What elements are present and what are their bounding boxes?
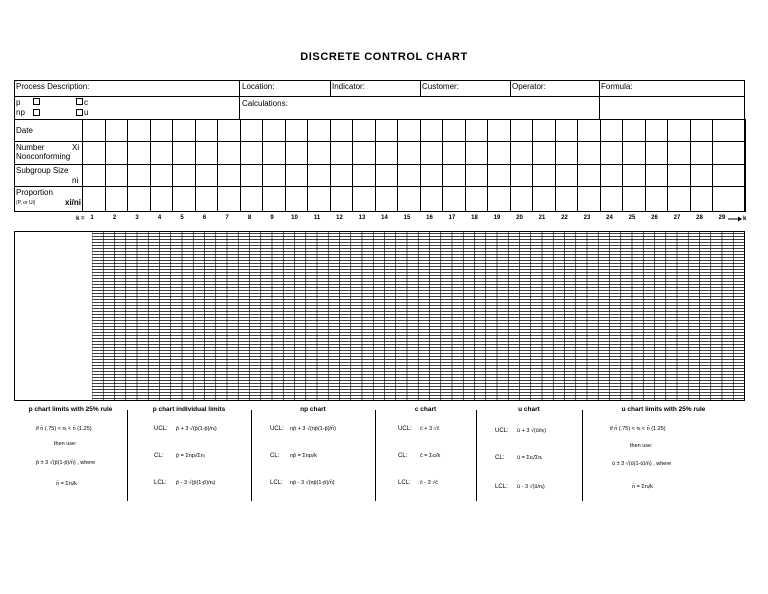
- c-cl-label: CL:: [398, 453, 408, 459]
- number-cell[interactable]: [375, 141, 398, 164]
- proportion-cell[interactable]: [577, 186, 600, 212]
- number-cell[interactable]: [465, 141, 488, 164]
- proportion-cell[interactable]: [195, 186, 218, 212]
- np-cl-label: CL:: [270, 453, 280, 459]
- proportion-cell[interactable]: [622, 186, 645, 212]
- number-cell[interactable]: [217, 141, 240, 164]
- proportion-row-sublabel: (P, or Ui): [16, 200, 36, 206]
- k-number: 28: [696, 215, 703, 221]
- c-cl: c̄ = Σcᵢ/k: [420, 453, 441, 459]
- p25-limit: p̄ ± 3 √(p̄(1-p̄)/n̄) , where: [36, 460, 96, 466]
- u-ucl: ū + 3 √(ū/nᵢ): [517, 428, 547, 434]
- date-cell[interactable]: [667, 119, 690, 141]
- proportion-cell[interactable]: [240, 186, 263, 212]
- subgroup-cell[interactable]: [487, 164, 510, 186]
- number-cell[interactable]: [600, 141, 623, 164]
- number-cell[interactable]: [397, 141, 420, 164]
- number-row-symbol: Xi: [72, 143, 80, 152]
- subgroup-row-symbol: ni: [72, 176, 79, 185]
- np-lcl: np̄ - 3 √(np̄(1-p̄)/n̄): [290, 480, 335, 486]
- proportion-cell[interactable]: [555, 186, 578, 212]
- subgroup-cell[interactable]: [195, 164, 218, 186]
- proportion-cell[interactable]: [465, 186, 488, 212]
- k-number: 13: [358, 215, 366, 221]
- date-cell[interactable]: [150, 119, 173, 141]
- proportion-cell[interactable]: [217, 186, 240, 212]
- subgroup-cell[interactable]: [172, 164, 195, 186]
- pind-lcl: p̄ - 3 √(p̄(1-p̄)/nᵢ): [176, 480, 216, 486]
- customer-label: Customer:: [422, 82, 459, 91]
- pind-title: p chart individual limits: [152, 406, 226, 413]
- operator-label: Operator:: [512, 82, 546, 91]
- date-cell[interactable]: [307, 119, 330, 141]
- subgroup-cell[interactable]: [262, 164, 285, 186]
- chart-type-p-checkbox[interactable]: [33, 98, 40, 105]
- k-number: 22: [561, 215, 568, 221]
- proportion-cell[interactable]: [487, 186, 510, 212]
- proportion-cell[interactable]: [442, 186, 465, 212]
- proportion-cell[interactable]: [375, 186, 398, 212]
- date-cell[interactable]: [532, 119, 555, 141]
- k-number: 16: [426, 215, 433, 221]
- k-number: 5: [180, 215, 184, 221]
- date-cell[interactable]: [105, 119, 128, 141]
- subgroup-cell[interactable]: [352, 164, 375, 186]
- k-number: 10: [291, 215, 298, 221]
- k-number: 21: [538, 215, 546, 221]
- p25-nbar: n̄ = Σnᵢ/k: [56, 481, 77, 487]
- date-cell[interactable]: [352, 119, 375, 141]
- pind-cl: p̄ = Σnpᵢ/Σnᵢ: [176, 453, 205, 459]
- indicator-label: Indicator:: [332, 82, 365, 91]
- subgroup-cell[interactable]: [240, 164, 263, 186]
- date-cell[interactable]: [195, 119, 218, 141]
- pind-ucl: p̄ + 3 √(p̄(1-p̄)/nᵢ): [176, 426, 217, 432]
- k-number: 7: [225, 215, 229, 221]
- number-cell[interactable]: [645, 141, 668, 164]
- u25-then: then use:: [630, 443, 653, 449]
- proportion-cell[interactable]: [712, 186, 735, 212]
- subgroup-cell[interactable]: [555, 164, 578, 186]
- k-number: 27: [673, 215, 681, 221]
- pind-cl-label: CL:: [154, 453, 164, 459]
- k-number: 8: [247, 215, 252, 221]
- date-cell[interactable]: [397, 119, 420, 141]
- subgroup-cell[interactable]: [712, 164, 735, 186]
- u25-nbar: n̄ = Σnᵢ/k: [632, 484, 653, 490]
- number-cell[interactable]: [262, 141, 285, 164]
- u-lcl-label: LCL:: [495, 484, 508, 490]
- chart-type-np-checkbox[interactable]: [33, 109, 40, 116]
- k-number: 18: [471, 215, 478, 221]
- number-cell[interactable]: [82, 141, 105, 164]
- proportion-row-label: Proportion: [16, 188, 53, 197]
- number-cell[interactable]: [622, 141, 645, 164]
- number-cell[interactable]: [330, 141, 353, 164]
- k-number: 19: [493, 215, 501, 221]
- k-number: 1: [90, 215, 94, 221]
- number-cell[interactable]: [555, 141, 578, 164]
- p25-title: p chart limits with 25% rule: [28, 406, 113, 413]
- calculations-label: Calculations:: [242, 99, 288, 108]
- date-cell[interactable]: [217, 119, 240, 141]
- number-cell[interactable]: [712, 141, 735, 164]
- k-number: 2: [112, 215, 117, 221]
- number-cell[interactable]: [667, 141, 690, 164]
- np-cl: np̄ = Σnpᵢ/k: [290, 453, 318, 459]
- date-cell[interactable]: [555, 119, 578, 141]
- date-cell[interactable]: [240, 119, 263, 141]
- number-cell[interactable]: [420, 141, 443, 164]
- column-divider: [745, 119, 746, 212]
- number-cell[interactable]: [690, 141, 713, 164]
- subgroup-cell[interactable]: [442, 164, 465, 186]
- proportion-cell[interactable]: [397, 186, 420, 212]
- number-cell[interactable]: [442, 141, 465, 164]
- subgroup-cell[interactable]: [82, 164, 105, 186]
- plot-grid[interactable]: [92, 231, 745, 401]
- subgroup-cell[interactable]: [420, 164, 443, 186]
- date-cell[interactable]: [510, 119, 533, 141]
- number-row-label-1: Number: [16, 143, 45, 152]
- proportion-cell[interactable]: [307, 186, 330, 212]
- date-cell[interactable]: [600, 119, 623, 141]
- proportion-row-symbol: xi/ni: [65, 198, 82, 207]
- chart-type-u-label: u: [84, 108, 89, 117]
- k-end-label: k: [743, 216, 747, 222]
- process-description-label: Process Description:: [16, 82, 90, 91]
- chart-type-c-checkbox[interactable]: [76, 98, 83, 105]
- location-label: Location:: [242, 82, 275, 91]
- number-cell[interactable]: [532, 141, 555, 164]
- c-ucl: c̄ + 3 √c̄: [420, 426, 440, 432]
- number-cell[interactable]: [195, 141, 218, 164]
- proportion-cell[interactable]: [127, 186, 150, 212]
- formula-label: Formula:: [601, 82, 633, 91]
- k-arrow-icon: [728, 215, 742, 223]
- number-cell[interactable]: [510, 141, 533, 164]
- number-cell[interactable]: [577, 141, 600, 164]
- pind-lcl-label: LCL:: [154, 480, 167, 486]
- u-cl-label: CL:: [495, 455, 505, 461]
- date-cell[interactable]: [690, 119, 713, 141]
- subgroup-cell[interactable]: [600, 164, 623, 186]
- p25-then: then use:: [54, 441, 77, 447]
- k-number: 3: [135, 215, 139, 221]
- subgroup-cell[interactable]: [375, 164, 398, 186]
- k-label: k =: [76, 216, 85, 222]
- proportion-cell[interactable]: [510, 186, 533, 212]
- k-number: 23: [583, 215, 591, 221]
- date-row-label: Date: [16, 126, 33, 135]
- number-row-label-2: Nonconforming: [16, 152, 71, 161]
- proportion-cell[interactable]: [352, 186, 375, 212]
- proportion-cell[interactable]: [150, 186, 173, 212]
- number-cell[interactable]: [150, 141, 173, 164]
- u25-limit: ū ± 3 √(ū(1-ū)/n̄) , where: [612, 461, 672, 467]
- subgroup-row-label: Subgroup Size: [16, 166, 69, 175]
- subgroup-cell[interactable]: [150, 164, 173, 186]
- proportion-cell[interactable]: [420, 186, 443, 212]
- subgroup-cell[interactable]: [105, 164, 128, 186]
- k-number: 9: [270, 215, 274, 221]
- number-cell[interactable]: [307, 141, 330, 164]
- date-cell[interactable]: [127, 119, 150, 141]
- k-number: 6: [202, 215, 207, 221]
- pind-ucl-label: UCL:: [154, 426, 168, 432]
- date-cell[interactable]: [465, 119, 488, 141]
- subgroup-cell[interactable]: [645, 164, 668, 186]
- chart-type-u-checkbox[interactable]: [76, 109, 83, 116]
- k-number: 29: [718, 215, 726, 221]
- proportion-cell[interactable]: [262, 186, 285, 212]
- proportion-cell[interactable]: [285, 186, 308, 212]
- proportion-cell[interactable]: [330, 186, 353, 212]
- k-number: 26: [651, 215, 658, 221]
- number-cell[interactable]: [105, 141, 128, 164]
- c-lcl: c̄ - 3 √c̄: [420, 480, 438, 486]
- proportion-cell[interactable]: [172, 186, 195, 212]
- k-number: 4: [157, 215, 162, 221]
- chart-type-p-label: p: [16, 98, 21, 107]
- k-number: 17: [448, 215, 456, 221]
- np-lcl-label: LCL:: [270, 480, 283, 486]
- date-cell[interactable]: [420, 119, 443, 141]
- date-cell[interactable]: [622, 119, 645, 141]
- chart-type-np-label: np: [16, 108, 25, 117]
- subgroup-cell[interactable]: [307, 164, 330, 186]
- np-ucl: np̄ + 3 √(np̄(1-p̄)/n̄): [290, 426, 336, 432]
- date-cell[interactable]: [82, 119, 105, 141]
- k-number: 12: [336, 215, 343, 221]
- number-cell[interactable]: [487, 141, 510, 164]
- u25-condition: if n̄ (.75) < nᵢ < n̄ (1.25): [610, 426, 666, 432]
- subgroup-cell[interactable]: [465, 164, 488, 186]
- proportion-cell[interactable]: [667, 186, 690, 212]
- subgroup-cell[interactable]: [690, 164, 713, 186]
- p25-condition: if n̄ (.75) < nᵢ < n̄ (1.25): [36, 426, 92, 432]
- date-cell[interactable]: [712, 119, 735, 141]
- proportion-cell[interactable]: [600, 186, 623, 212]
- u-title: u chart: [518, 406, 540, 413]
- number-cell[interactable]: [127, 141, 150, 164]
- subgroup-cell[interactable]: [532, 164, 555, 186]
- k-number: 25: [628, 215, 636, 221]
- subgroup-cell[interactable]: [127, 164, 150, 186]
- subgroup-cell[interactable]: [397, 164, 420, 186]
- subgroup-cell[interactable]: [330, 164, 353, 186]
- subgroup-cell[interactable]: [622, 164, 645, 186]
- date-cell[interactable]: [442, 119, 465, 141]
- k-number: 20: [516, 215, 523, 221]
- subgroup-cell[interactable]: [285, 164, 308, 186]
- subgroup-cell[interactable]: [510, 164, 533, 186]
- date-cell[interactable]: [375, 119, 398, 141]
- date-cell[interactable]: [285, 119, 308, 141]
- u-lcl: ū - 3 √(ū/nᵢ): [517, 484, 545, 490]
- k-number: 14: [381, 215, 388, 221]
- u-cl: ū = Σcᵢ/Σnᵢ: [517, 455, 543, 461]
- c-title: c chart: [414, 406, 437, 413]
- date-cell[interactable]: [330, 119, 353, 141]
- subgroup-cell[interactable]: [217, 164, 240, 186]
- np-ucl-label: UCL:: [270, 426, 284, 432]
- np-title: np chart: [300, 406, 326, 413]
- c-lcl-label: LCL:: [398, 480, 411, 486]
- page-title: DISCRETE CONTROL CHART: [300, 51, 468, 63]
- number-cell[interactable]: [240, 141, 263, 164]
- proportion-cell[interactable]: [645, 186, 668, 212]
- proportion-cell[interactable]: [82, 186, 105, 212]
- subgroup-cell[interactable]: [577, 164, 600, 186]
- k-number: 11: [313, 215, 321, 221]
- number-cell[interactable]: [172, 141, 195, 164]
- u25-title: u chart limits with 25% rule: [621, 406, 706, 413]
- c-ucl-label: UCL:: [398, 426, 412, 432]
- k-number: 15: [403, 215, 411, 221]
- date-cell[interactable]: [172, 119, 195, 141]
- u-ucl-label: UCL:: [495, 428, 509, 434]
- date-cell[interactable]: [487, 119, 510, 141]
- subgroup-cell[interactable]: [667, 164, 690, 186]
- proportion-cell[interactable]: [532, 186, 555, 212]
- chart-type-c-label: c: [84, 98, 88, 107]
- number-cell[interactable]: [285, 141, 308, 164]
- date-cell[interactable]: [645, 119, 668, 141]
- proportion-cell[interactable]: [690, 186, 713, 212]
- date-cell[interactable]: [262, 119, 285, 141]
- proportion-cell[interactable]: [105, 186, 128, 212]
- date-cell[interactable]: [577, 119, 600, 141]
- k-number: 24: [606, 215, 613, 221]
- number-cell[interactable]: [352, 141, 375, 164]
